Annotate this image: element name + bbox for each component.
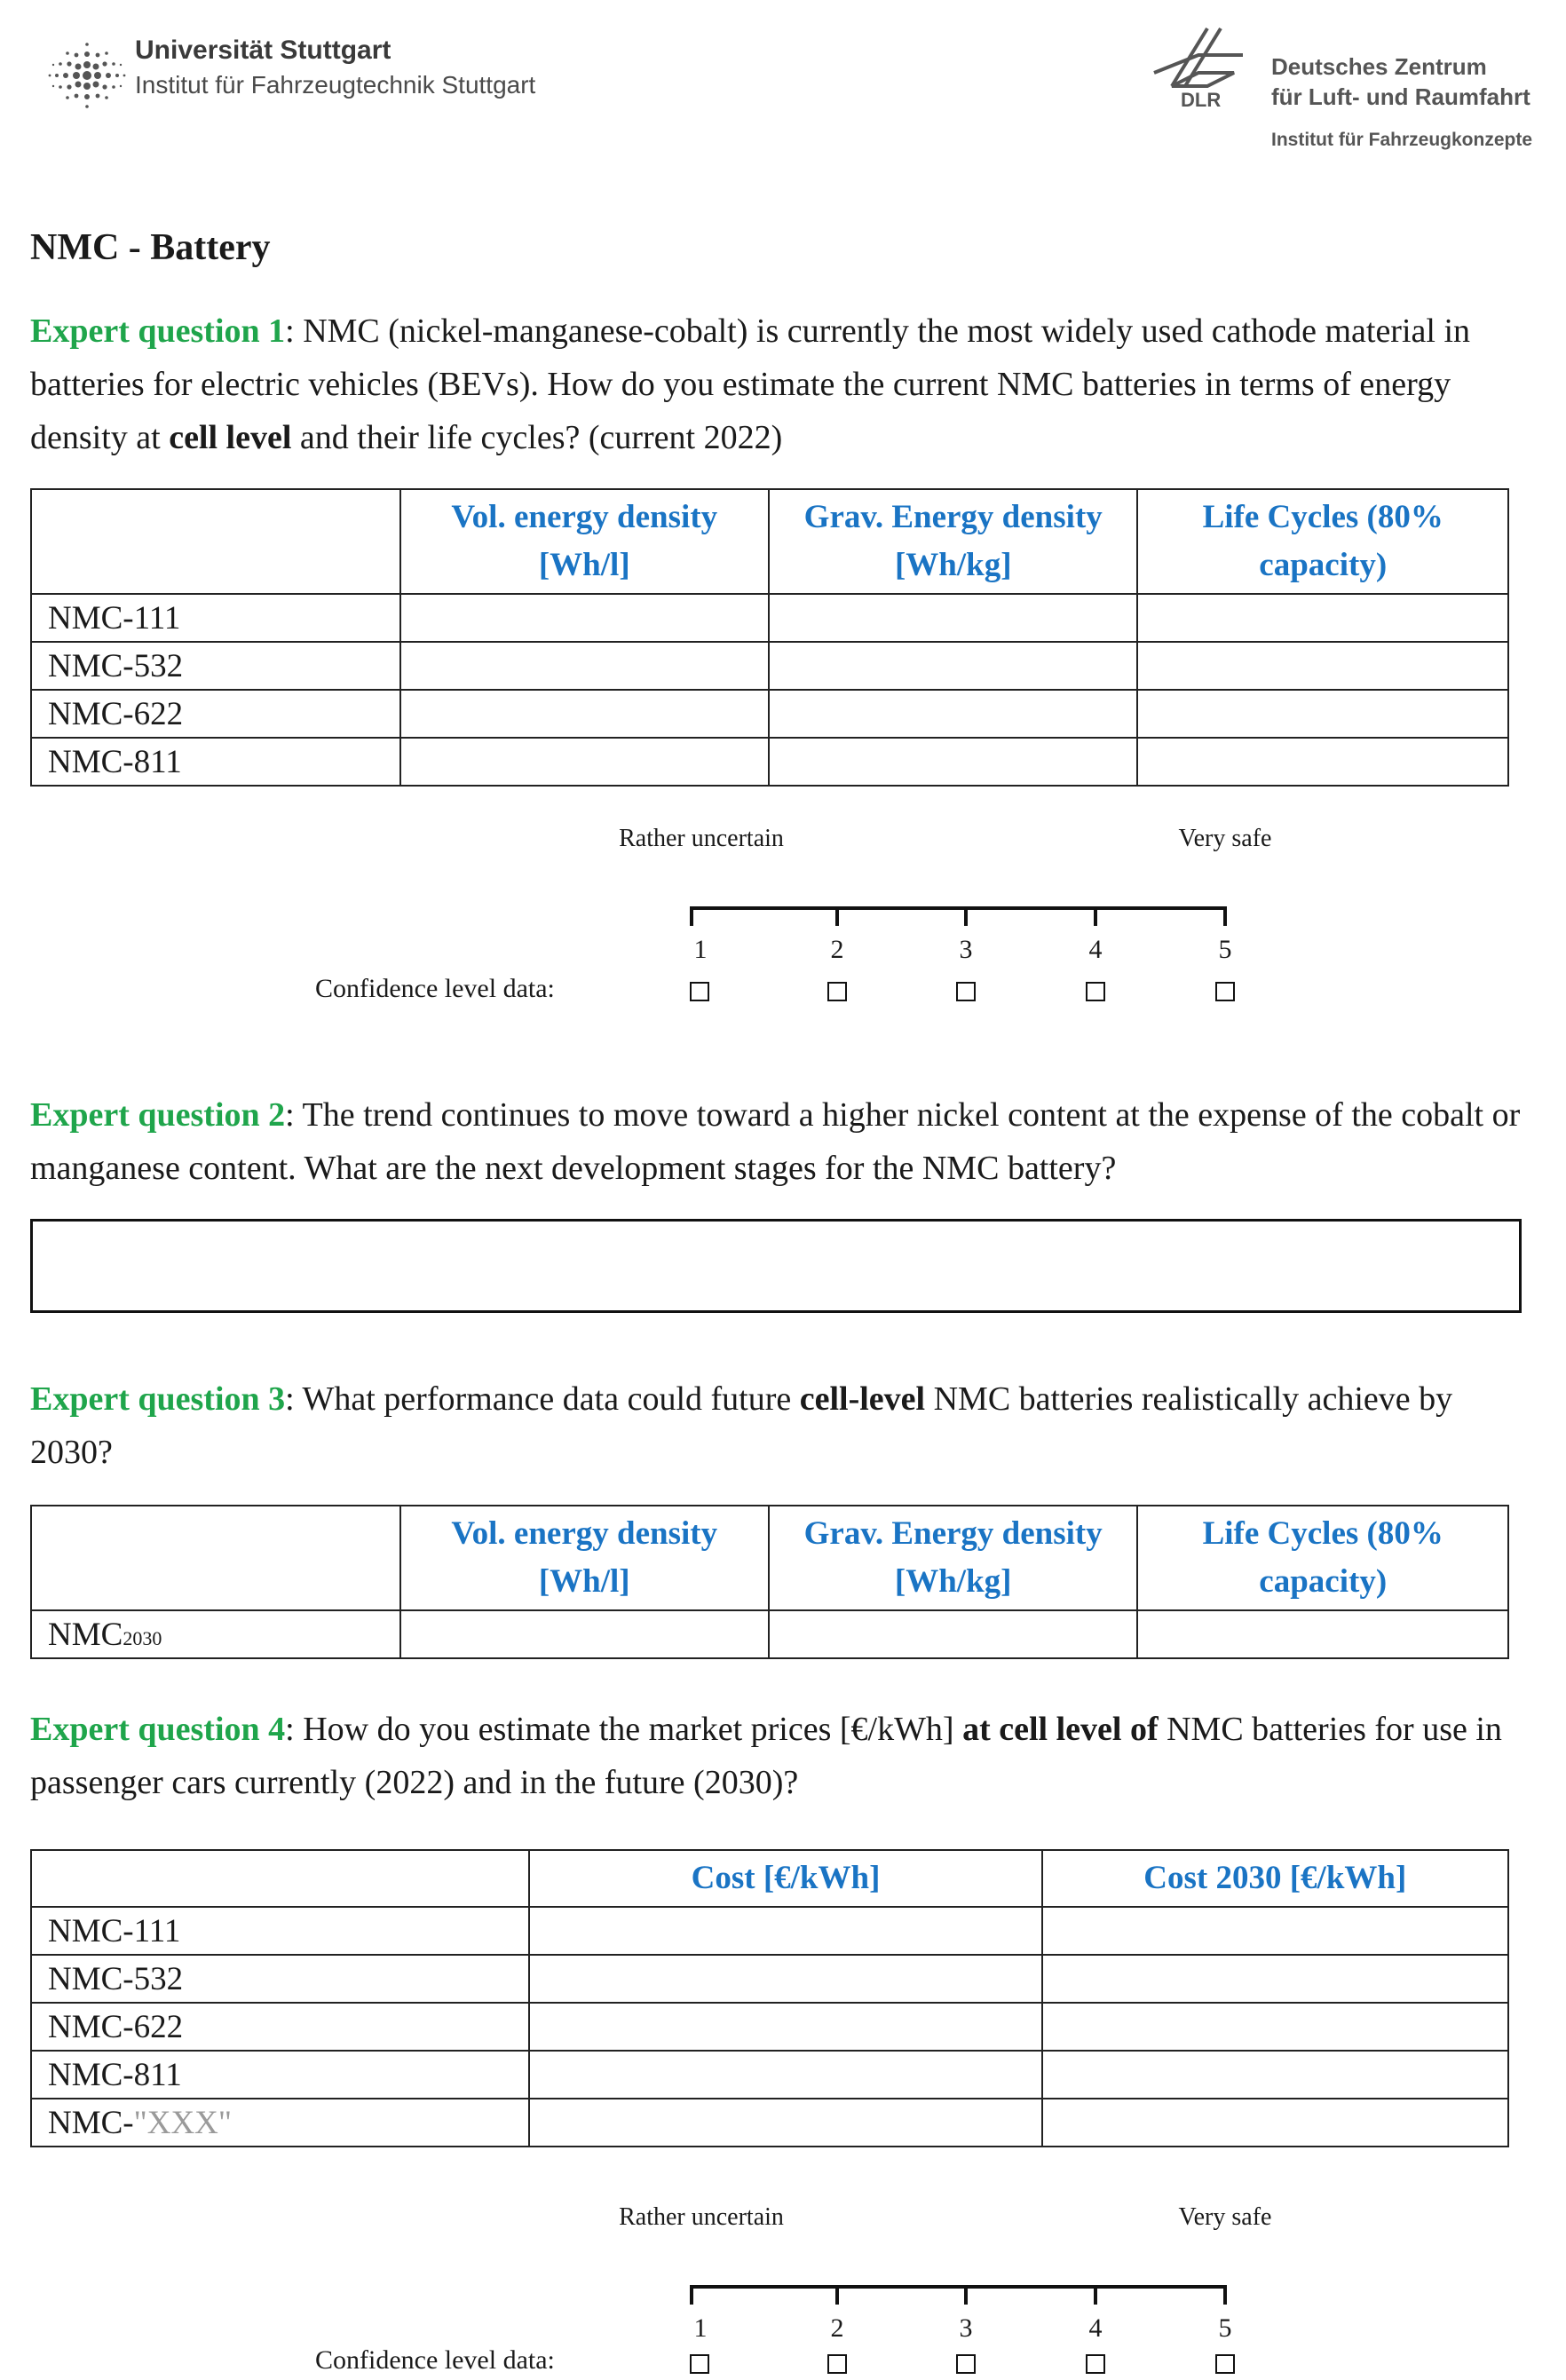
- input-cell[interactable]: [1137, 690, 1508, 738]
- table-row: [31, 594, 1508, 642]
- input-cell[interactable]: [529, 2099, 1041, 2147]
- question-2-text: : The trend continues to move toward a higher nickel content at the expense of the cobalt or manganese content. What are the next development stages for the NMC battery?: [30, 1096, 1521, 1187]
- table-2-header: Life Cycles (80% capacity): [1137, 1506, 1508, 1610]
- input-cell[interactable]: [1042, 1907, 1508, 1955]
- table-row: [31, 1610, 1508, 1658]
- row-label-main: NMC: [48, 1616, 123, 1653]
- institute-name: Institut für Fahrzeugtechnik Stuttgart: [135, 71, 536, 99]
- row-label-placeholder: "XXX": [133, 2104, 232, 2141]
- scale-number: 5: [1218, 935, 1232, 964]
- row-label-subscript: 2030: [123, 1626, 162, 1649]
- row-label: NMC-532: [31, 642, 400, 690]
- table-2-header: Grav. Energy density [Wh/kg]: [769, 1506, 1138, 1610]
- scale-tick: [835, 906, 839, 926]
- question-2-answer-box[interactable]: [30, 1219, 1522, 1313]
- scale-low-label: Rather uncertain: [619, 2203, 784, 2231]
- table-3: [30, 1849, 1509, 2147]
- table-1-header: Life Cycles (80% capacity): [1137, 489, 1508, 594]
- table-1-header: Grav. Energy density [Wh/kg]: [769, 489, 1137, 594]
- table-row: [31, 1907, 1508, 1955]
- table-1-header: Vol. energy density [Wh/l]: [400, 489, 769, 594]
- input-cell[interactable]: [769, 690, 1137, 738]
- confidence-checkbox-1[interactable]: [690, 982, 709, 1001]
- input-cell[interactable]: [1042, 2003, 1508, 2051]
- table-row: [31, 1955, 1508, 2003]
- dlr-institute: Institut für Fahrzeugkonzepte: [1271, 130, 1532, 150]
- scale-tick: [964, 2285, 968, 2305]
- scale-tick: [690, 906, 693, 926]
- confidence-checkbox-3[interactable]: [956, 982, 976, 1001]
- question-1-bold: cell level: [169, 419, 292, 456]
- confidence-checkbox-5[interactable]: [1215, 982, 1235, 1001]
- input-cell[interactable]: [769, 594, 1137, 642]
- scale-line: [690, 906, 1227, 910]
- question-1-text-end: and their life cycles? (current 2022): [291, 419, 783, 456]
- row-label: NMC-811: [31, 738, 400, 786]
- confidence-checkbox-2[interactable]: [827, 982, 847, 1001]
- question-3-bold: cell-level: [799, 1380, 926, 1418]
- confidence-checkbox-3[interactable]: [956, 2354, 976, 2374]
- input-cell[interactable]: [400, 690, 769, 738]
- dlr-name-line2: für Luft- und Raumfahrt: [1271, 83, 1530, 110]
- input-cell[interactable]: [400, 594, 769, 642]
- row-label: [31, 1610, 400, 1658]
- scale-high-label: Very safe: [1178, 2203, 1272, 2231]
- table-row: [31, 2099, 1508, 2147]
- dlr-abbreviation: DLR: [1181, 89, 1222, 111]
- row-label: NMC-111: [31, 594, 400, 642]
- input-cell[interactable]: [769, 738, 1137, 786]
- question-3-text: : What performance data could future: [285, 1380, 800, 1418]
- input-cell[interactable]: [769, 642, 1137, 690]
- scale-number: 1: [693, 935, 708, 964]
- table-row: [31, 2003, 1508, 2051]
- scale-number: 5: [1218, 2313, 1232, 2343]
- scale-number: 1: [693, 2313, 708, 2343]
- page-title: NMC - Battery: [30, 227, 271, 268]
- input-cell[interactable]: [1137, 1610, 1508, 1658]
- confidence-checkbox-4[interactable]: [1086, 2354, 1105, 2374]
- scale-number: 4: [1088, 2313, 1103, 2343]
- scale-number: 2: [830, 2313, 844, 2343]
- table-row: [31, 642, 1508, 690]
- scale-tick: [1223, 906, 1227, 926]
- input-cell[interactable]: [1137, 642, 1508, 690]
- question-4-text-end: NMC batteries for use in passenger cars currently (2022) and in the future (2030)?: [30, 1711, 1502, 1801]
- question-1: [30, 304, 1539, 464]
- confidence-label: Confidence level data:: [315, 2345, 555, 2375]
- question-1-text: : NMC (nickel-manganese-cobalt) is currently the most widely used cathode material in batteries for electric vehicles (BEVs). How do you estimate the current NMC batteries in terms of energy density at: [30, 312, 1471, 456]
- scale-number: 4: [1088, 935, 1103, 964]
- question-4-text: : How do you estimate the market prices [€/kWh]: [285, 1711, 963, 1748]
- input-cell[interactable]: [769, 1610, 1138, 1658]
- confidence-checkbox-2[interactable]: [827, 2354, 847, 2374]
- table-2: [30, 1505, 1509, 1659]
- input-cell[interactable]: [529, 1907, 1041, 1955]
- scale-high-label: Very safe: [1178, 825, 1272, 852]
- confidence-label: Confidence level data:: [315, 974, 555, 1003]
- scale-tick: [964, 906, 968, 926]
- input-cell[interactable]: [400, 738, 769, 786]
- table-2-corner: [31, 1506, 400, 1610]
- confidence-checkbox-1[interactable]: [690, 2354, 709, 2374]
- table-1: [30, 488, 1509, 787]
- table-row: [31, 2051, 1508, 2099]
- table-3-header: Cost 2030 [€/kWh]: [1042, 1850, 1508, 1907]
- scale-number: 2: [830, 935, 844, 964]
- input-cell[interactable]: [529, 2003, 1041, 2051]
- scale-number: 3: [959, 2313, 973, 2343]
- table-1-corner: [31, 489, 400, 594]
- dlr-name-line1: Deutsches Zentrum: [1271, 53, 1487, 80]
- question-2: [30, 1088, 1539, 1195]
- input-cell[interactable]: [529, 2051, 1041, 2099]
- question-4-bold: at cell level of: [962, 1711, 1159, 1748]
- row-label: NMC-622: [31, 690, 400, 738]
- table-row: [31, 738, 1508, 786]
- input-cell[interactable]: [1137, 738, 1508, 786]
- scale-line: [690, 2285, 1227, 2289]
- scale-tick: [1094, 906, 1097, 926]
- scale-tick: [835, 2285, 839, 2305]
- scale-low-label: Rather uncertain: [619, 825, 784, 852]
- input-cell[interactable]: [1042, 2051, 1508, 2099]
- scale-tick: [690, 2285, 693, 2305]
- table-row: [31, 690, 1508, 738]
- input-cell[interactable]: [1042, 1955, 1508, 2003]
- confidence-checkbox-5[interactable]: [1215, 2354, 1235, 2374]
- row-label: [31, 2099, 529, 2147]
- row-label: NMC-111: [31, 1907, 529, 1955]
- scale-tick: [1223, 2285, 1227, 2305]
- input-cell[interactable]: [1042, 2099, 1508, 2147]
- question-3-label: Expert question 3: [30, 1380, 286, 1418]
- university-name: Universität Stuttgart: [135, 36, 392, 65]
- scale-tick: [1094, 2285, 1097, 2305]
- table-2-header: Vol. energy density [Wh/l]: [400, 1506, 769, 1610]
- question-4: [30, 1703, 1539, 1809]
- confidence-checkbox-4[interactable]: [1086, 982, 1105, 1001]
- scale-number: 3: [959, 935, 973, 964]
- row-label: NMC-532: [31, 1955, 529, 2003]
- question-1-label: Expert question 1: [30, 312, 286, 350]
- input-cell[interactable]: [400, 642, 769, 690]
- question-2-label: Expert question 2: [30, 1096, 286, 1134]
- input-cell[interactable]: [400, 1610, 769, 1658]
- row-label: NMC-622: [31, 2003, 529, 2051]
- question-3-text-end: NMC batteries realistically achieve by 2030?: [30, 1380, 1453, 1471]
- university-dots-emblem: [43, 36, 140, 115]
- input-cell[interactable]: [1137, 594, 1508, 642]
- table-3-header: Cost [€/kWh]: [529, 1850, 1041, 1907]
- row-label: NMC-811: [31, 2051, 529, 2099]
- question-4-label: Expert question 4: [30, 1711, 286, 1748]
- question-3: [30, 1372, 1539, 1479]
- table-3-corner: [31, 1850, 529, 1907]
- input-cell[interactable]: [529, 1955, 1041, 2003]
- row-label-prefix: NMC-: [48, 2104, 134, 2141]
